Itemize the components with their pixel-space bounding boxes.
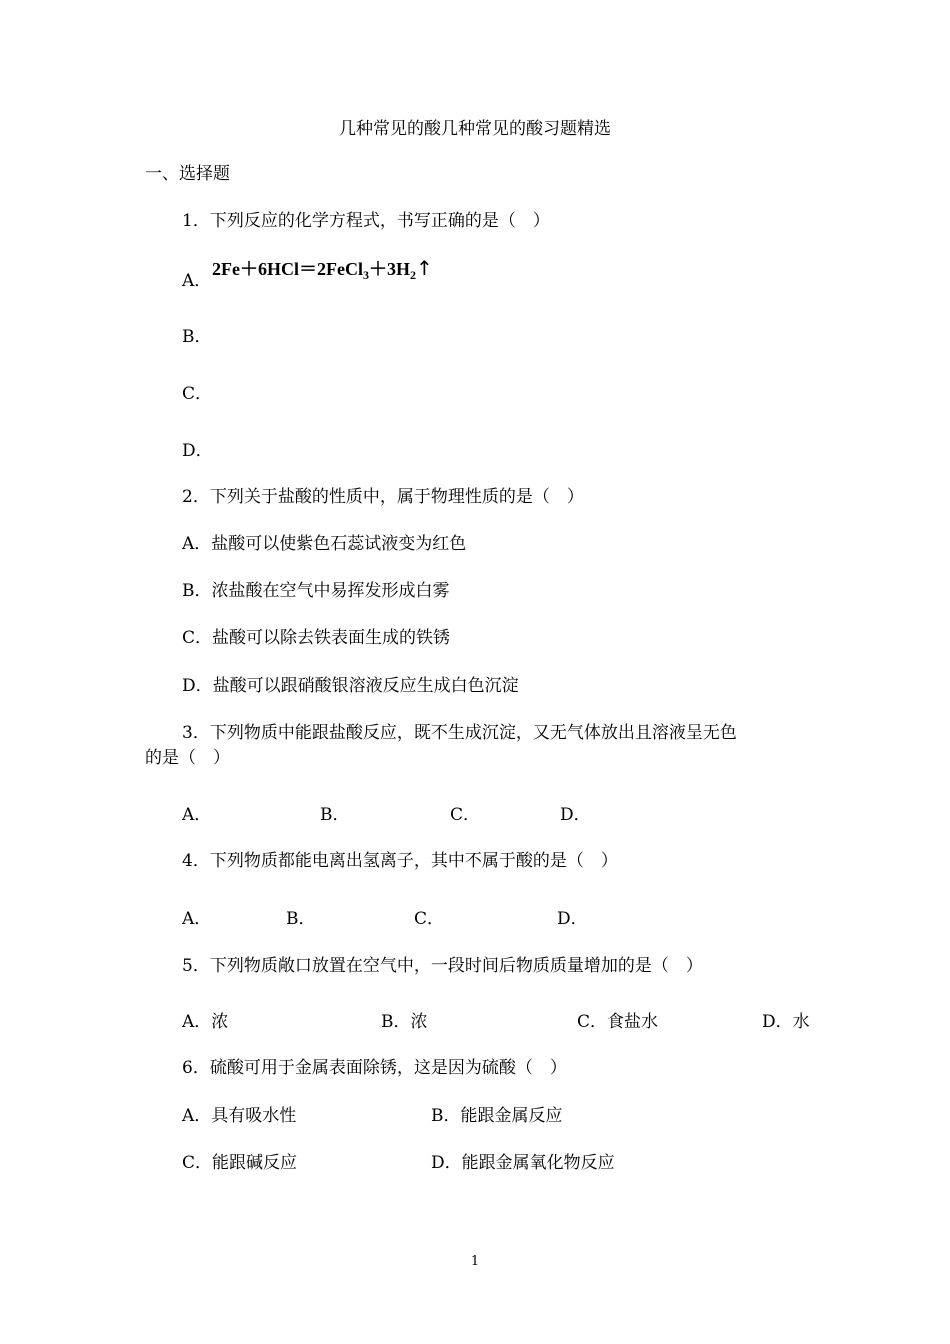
question-3-option-a: A．: [182, 805, 212, 825]
question-6-option-c: C．能跟碱反应: [182, 1153, 298, 1173]
question-2-option-c: C．盐酸可以除去铁表面生成的铁锈: [182, 628, 451, 648]
page-number: 1: [470, 1254, 480, 1269]
question-5-option-d: D．水: [762, 1012, 810, 1032]
gas-arrow-icon: ↑: [416, 256, 433, 280]
question-4-option-a: A．: [182, 909, 212, 929]
chemical-equation: [212, 256, 433, 287]
question-6-option-d: D．能跟金属氧化物反应: [431, 1153, 615, 1173]
equation-part-1: 2Fe＋6HCl＝2FeCl: [212, 259, 363, 279]
question-5-option-a: A．浓: [182, 1012, 229, 1032]
question-2-stem: 2．下列关于盐酸的性质中，属于物理性质的是（ ）: [182, 487, 584, 507]
question-3-option-d: D．: [560, 805, 591, 825]
question-1-option-a: A．: [182, 271, 212, 291]
question-6-option-a: A．具有吸水性: [182, 1106, 297, 1126]
question-5-stem: 5．下列物质敞口放置在空气中，一段时间后物质质量增加的是（ ）: [182, 956, 703, 976]
equation-subscript-2: 2: [410, 268, 416, 282]
question-4-option-b: B．: [286, 909, 316, 929]
question-3-option-c: C．: [450, 805, 481, 825]
question-2-option-a: A．盐酸可以使紫色石蕊试液变为红色: [182, 534, 467, 554]
question-3-stem-line-2: 的是（ ）: [145, 748, 230, 768]
equation-part-2: ＋3H: [368, 259, 410, 279]
question-3-stem-line-1: 3．下列物质中能跟盐酸反应，既不生成沉淀，又无气体放出且溶液呈无色: [182, 723, 737, 743]
question-2-option-d: D．盐酸可以跟硝酸银溶液反应生成白色沉淀: [182, 676, 519, 696]
equation-subscript-1: 3: [362, 268, 369, 282]
question-4-stem: 4．下列物质都能电离出氢离子，其中不属于酸的是（ ）: [182, 851, 618, 871]
question-5-option-b: B．浓: [381, 1012, 428, 1032]
document-title: 几种常见的酸几种常见的酸习题精选: [339, 119, 611, 139]
question-6-option-b: B．能跟金属反应: [431, 1106, 563, 1126]
question-1-option-c: C．: [182, 384, 213, 404]
question-1-option-b: B．: [182, 327, 212, 347]
question-1-option-d: D．: [182, 441, 213, 461]
question-4-option-c: C．: [414, 909, 445, 929]
question-6-stem: 6．硫酸可用于金属表面除锈，这是因为硫酸（ ）: [182, 1058, 567, 1078]
section-heading: 一、选择题: [145, 164, 230, 184]
question-5-option-c: C．食盐水: [577, 1012, 659, 1032]
question-2-option-b: B．浓盐酸在空气中易挥发形成白雾: [182, 581, 450, 601]
question-1-stem: 1．下列反应的化学方程式，书写正确的是（ ）: [182, 211, 550, 231]
question-3-option-b: B．: [320, 805, 350, 825]
question-4-option-d: D．: [557, 909, 588, 929]
